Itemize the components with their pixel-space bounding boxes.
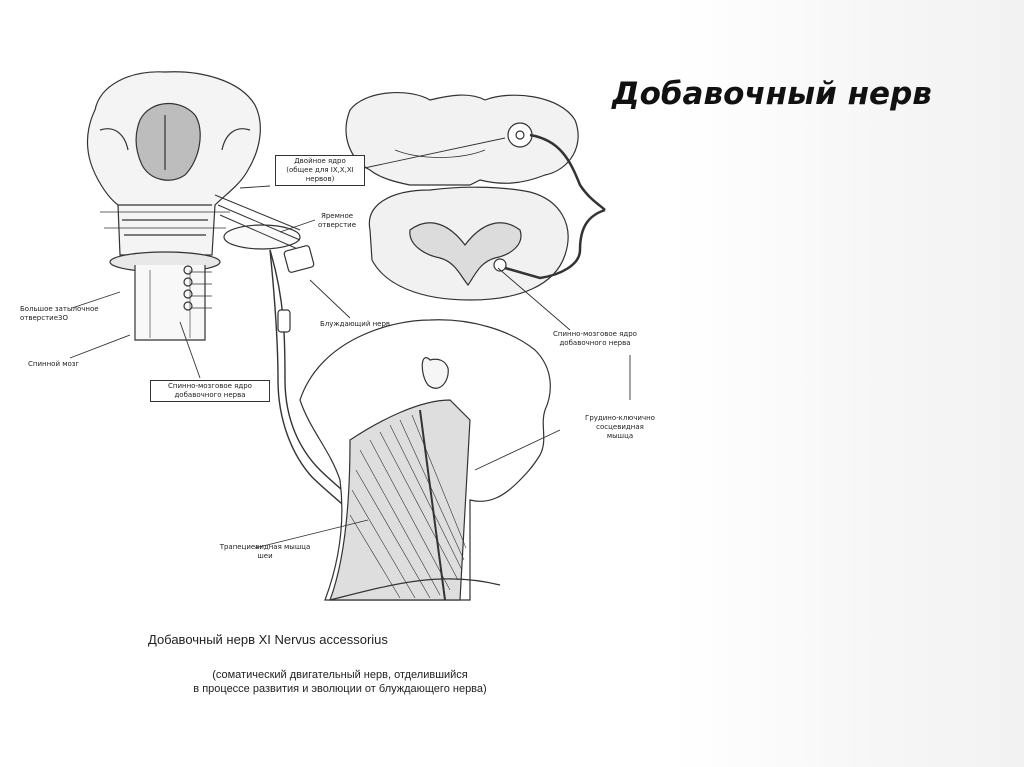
label-spinal-nucleus-right <box>540 330 650 348</box>
pointer-jugular-foramen <box>280 220 315 232</box>
pointer-spinal-cord <box>70 335 130 358</box>
pointer-nucleus-ambiguus-left <box>240 186 270 188</box>
label-vagus-nerve-text: Блуждающий нерв <box>319 320 391 328</box>
label-trapezius-text: Трапециевидная мышца шеи <box>219 543 311 560</box>
label-sternocleidomastoid-text: Грудино-ключично сосцевидная мышца <box>585 414 655 440</box>
label-spinal-nucleus-right-text: Спинно-мозговое ядро добавочного нерва <box>553 330 637 347</box>
label-spinal-nucleus-left <box>150 380 270 402</box>
label-jugular-foramen <box>312 212 362 230</box>
label-spinal-cord-text: Спинной мозг <box>28 360 80 368</box>
label-foramen-magnum <box>20 305 120 323</box>
figure-caption-subtitle: (соматический двигательный нерв, отделившийся в процессе развития и эволюции от блуждающего нерва) <box>193 669 487 695</box>
label-nucleus-ambiguus <box>275 155 365 186</box>
label-spinal-nucleus-left-text: Спинно-мозговое ядро добавочного нерва <box>168 382 252 399</box>
label-trapezius <box>205 543 325 561</box>
pointer-vagus <box>310 280 350 318</box>
figure-caption-title: Добавочный нерв XI Nervus accessorius <box>148 632 388 647</box>
label-nucleus-ambiguus-text: Двойное ядро (общее для IX,X,XI нервов) <box>286 157 354 183</box>
label-vagus-nerve <box>310 320 400 329</box>
label-jugular-foramen-text: Яремное отверстие <box>317 212 357 229</box>
slide-title: Добавочный нерв <box>612 76 932 112</box>
label-sternocleidomastoid <box>560 414 680 441</box>
label-foramen-magnum-text: Большое затылочное отверстие3О <box>20 305 99 322</box>
brainstem-drawing <box>87 72 260 255</box>
label-spinal-cord <box>28 360 108 369</box>
